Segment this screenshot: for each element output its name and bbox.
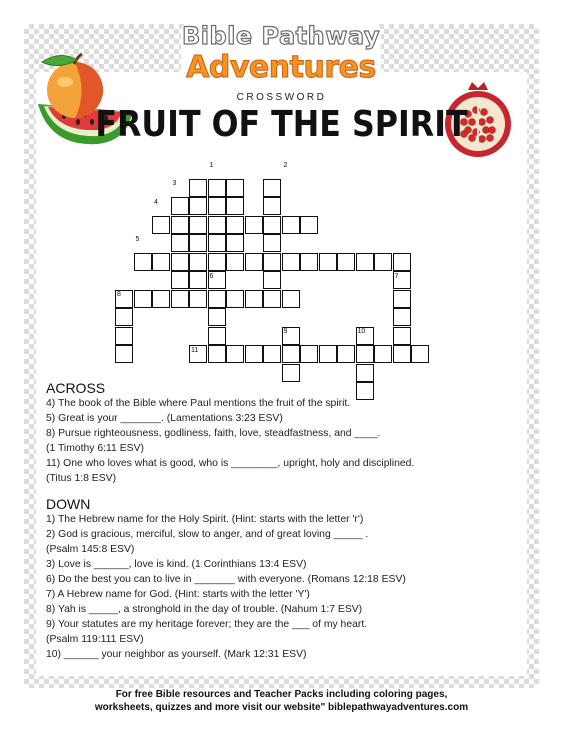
- across-heading: ACROSS: [46, 380, 106, 396]
- crossword-cell[interactable]: [226, 290, 244, 308]
- crossword-cell[interactable]: [245, 216, 263, 234]
- crossword-cell[interactable]: [263, 290, 281, 308]
- logo-top-text: Bible Pathway: [181, 22, 381, 50]
- crossword-cell[interactable]: [245, 290, 263, 308]
- crossword-cell[interactable]: [208, 253, 226, 271]
- crossword-cell[interactable]: [208, 327, 226, 345]
- clue-number: 7: [394, 272, 399, 280]
- across-clue-line: 4) The book of the Bible where Paul mentions the fruit of the spirit.: [46, 398, 351, 409]
- crossword-cell[interactable]: [226, 179, 244, 197]
- crossword-cell[interactable]: [115, 308, 133, 326]
- crossword-cell[interactable]: [356, 345, 374, 363]
- down-clue-line: 9) Your statutes are my heritage forever; they are the ___ of my heart.: [46, 619, 368, 630]
- clue-number: 1: [209, 161, 214, 169]
- crossword-cell[interactable]: [282, 290, 300, 308]
- crossword-cell[interactable]: [263, 345, 281, 363]
- crossword-cell[interactable]: [208, 345, 226, 363]
- crossword-cell[interactable]: [393, 253, 411, 271]
- down-clue-line: (Psalm 145:8 ESV): [46, 544, 135, 555]
- crossword-cell[interactable]: [300, 253, 318, 271]
- down-clues: [46, 512, 526, 662]
- crossword-cell[interactable]: [319, 253, 337, 271]
- footer-line-2: worksheets, quizzes and more visit our website" biblepathwayadventures.com: [94, 702, 469, 713]
- crossword-cell[interactable]: [189, 253, 207, 271]
- across-clue-line: (1 Timothy 6:11 ESV): [46, 443, 144, 454]
- across-clue-line: 5) Great is your _______. (Lamentations 3:23 ESV): [46, 413, 283, 424]
- clue-number: 9: [283, 328, 288, 335]
- crossword-cell[interactable]: [393, 327, 411, 345]
- down-clue-line: 10) ______ your neighbor as yourself. (Mark 12:31 ESV): [46, 649, 307, 660]
- crossword-cell[interactable]: [171, 234, 189, 252]
- crossword-cell[interactable]: [134, 253, 152, 271]
- crossword-cell[interactable]: [208, 308, 226, 326]
- across-clue-line: 8) Pursue righteousness, godliness, faith, love, steadfastness, and ____.: [46, 428, 381, 439]
- clue-number: 3: [172, 180, 177, 187]
- crossword-cell[interactable]: [263, 253, 281, 271]
- down-clue-line: 2) God is gracious, merciful, slow to anger, and of great loving _____ .: [46, 529, 369, 540]
- crossword-cell[interactable]: [226, 345, 244, 363]
- crossword-cell[interactable]: [300, 216, 318, 234]
- clue-number: 8: [117, 291, 121, 298]
- across-clue-line: 11) One who loves what is good, who is ________, upright, holy and disciplined.: [46, 458, 415, 469]
- crossword-cell[interactable]: [208, 234, 226, 252]
- crossword-cell[interactable]: [152, 290, 170, 308]
- crossword-cell[interactable]: [356, 253, 374, 271]
- crossword-cell[interactable]: [189, 271, 207, 289]
- crossword-cell[interactable]: [411, 345, 429, 363]
- crossword-cell[interactable]: [115, 345, 133, 363]
- crossword-cell[interactable]: [171, 290, 189, 308]
- crossword-cell[interactable]: [263, 197, 281, 215]
- crossword-cell[interactable]: [115, 327, 133, 345]
- crossword-cell[interactable]: [374, 345, 392, 363]
- down-clue-line: (Psalm 119:111 ESV): [46, 634, 144, 645]
- crossword-cell[interactable]: [337, 253, 355, 271]
- crossword-cell[interactable]: [152, 216, 170, 234]
- crossword-cell[interactable]: [282, 216, 300, 234]
- crossword-cell[interactable]: [393, 308, 411, 326]
- logo: [181, 20, 381, 98]
- crossword-cell[interactable]: [171, 253, 189, 271]
- crossword-cell[interactable]: [171, 216, 189, 234]
- crossword-cell[interactable]: [393, 290, 411, 308]
- clue-number: 10: [357, 328, 366, 335]
- logo-main-text: Adventures: [186, 50, 376, 85]
- crossword-cell[interactable]: [189, 290, 207, 308]
- crossword-cell[interactable]: [282, 345, 300, 363]
- footer-line-1: For free Bible resources and Teacher Packs including coloring pages,: [115, 689, 448, 700]
- crossword-cell[interactable]: [337, 345, 355, 363]
- clue-number: 2: [283, 161, 288, 169]
- clue-number: 5: [135, 235, 140, 243]
- crossword-cell[interactable]: [189, 197, 207, 215]
- clue-number: 4: [154, 198, 158, 206]
- clue-number: 11: [191, 346, 199, 354]
- crossword-cell[interactable]: [356, 364, 374, 382]
- crossword-cell[interactable]: [282, 364, 300, 382]
- crossword-cell[interactable]: [300, 345, 318, 363]
- clues-section: [46, 380, 526, 662]
- worksheet-subtitle: CROSSWORD: [236, 92, 327, 103]
- crossword-cell[interactable]: [189, 216, 207, 234]
- crossword-cell[interactable]: [226, 253, 244, 271]
- crossword-cell[interactable]: [245, 345, 263, 363]
- crossword-cell[interactable]: [171, 271, 189, 289]
- crossword-cell[interactable]: [152, 253, 170, 271]
- crossword-cell[interactable]: [263, 216, 281, 234]
- crossword-cell[interactable]: [208, 197, 226, 215]
- across-clues: [46, 396, 526, 486]
- crossword-cell[interactable]: [208, 179, 226, 197]
- down-heading: DOWN: [46, 496, 91, 512]
- crossword-cell[interactable]: [263, 179, 281, 197]
- page-title: FRUIT OF THE SPIRIT: [95, 104, 468, 145]
- crossword-cell[interactable]: [393, 345, 411, 363]
- down-clue-line: 6) Do the best you can to live in _______ with everyone. (Romans 12:18 ESV): [46, 574, 406, 585]
- down-clue-line: 7) A Hebrew name for God. (Hint: starts with the letter 'Y'): [46, 589, 310, 600]
- crossword-cell[interactable]: [189, 234, 207, 252]
- crossword-cell[interactable]: [263, 271, 281, 289]
- across-clue-line: (Titus 1:8 ESV): [46, 473, 117, 484]
- crossword-cell[interactable]: [208, 216, 226, 234]
- crossword-cell[interactable]: [282, 253, 300, 271]
- crossword-cell[interactable]: [134, 290, 152, 308]
- footer: [0, 688, 563, 714]
- crossword-cell[interactable]: [319, 345, 337, 363]
- crossword-cell[interactable]: [208, 290, 226, 308]
- crossword-cell[interactable]: [263, 234, 281, 252]
- crossword-cell[interactable]: [226, 216, 244, 234]
- down-clue-line: 8) Yah is _____, a stronghold in the day of trouble. (Nahum 1:7 ESV): [46, 604, 363, 615]
- crossword-cell[interactable]: [226, 234, 244, 252]
- crossword-cell[interactable]: [226, 197, 244, 215]
- crossword-cell[interactable]: [189, 179, 207, 197]
- clue-number: 6: [209, 272, 214, 280]
- crossword-grid: [115, 160, 455, 400]
- crossword-cell[interactable]: [171, 197, 189, 215]
- down-clue-line: 1) The Hebrew name for the Holy Spirit. (Hint: starts with the letter 'r'): [46, 514, 364, 525]
- crossword-cell[interactable]: [245, 253, 263, 271]
- down-clue-line: 3) Love is ______, love is kind. (1 Corinthians 13:4 ESV): [46, 559, 307, 570]
- crossword-cell[interactable]: [374, 253, 392, 271]
